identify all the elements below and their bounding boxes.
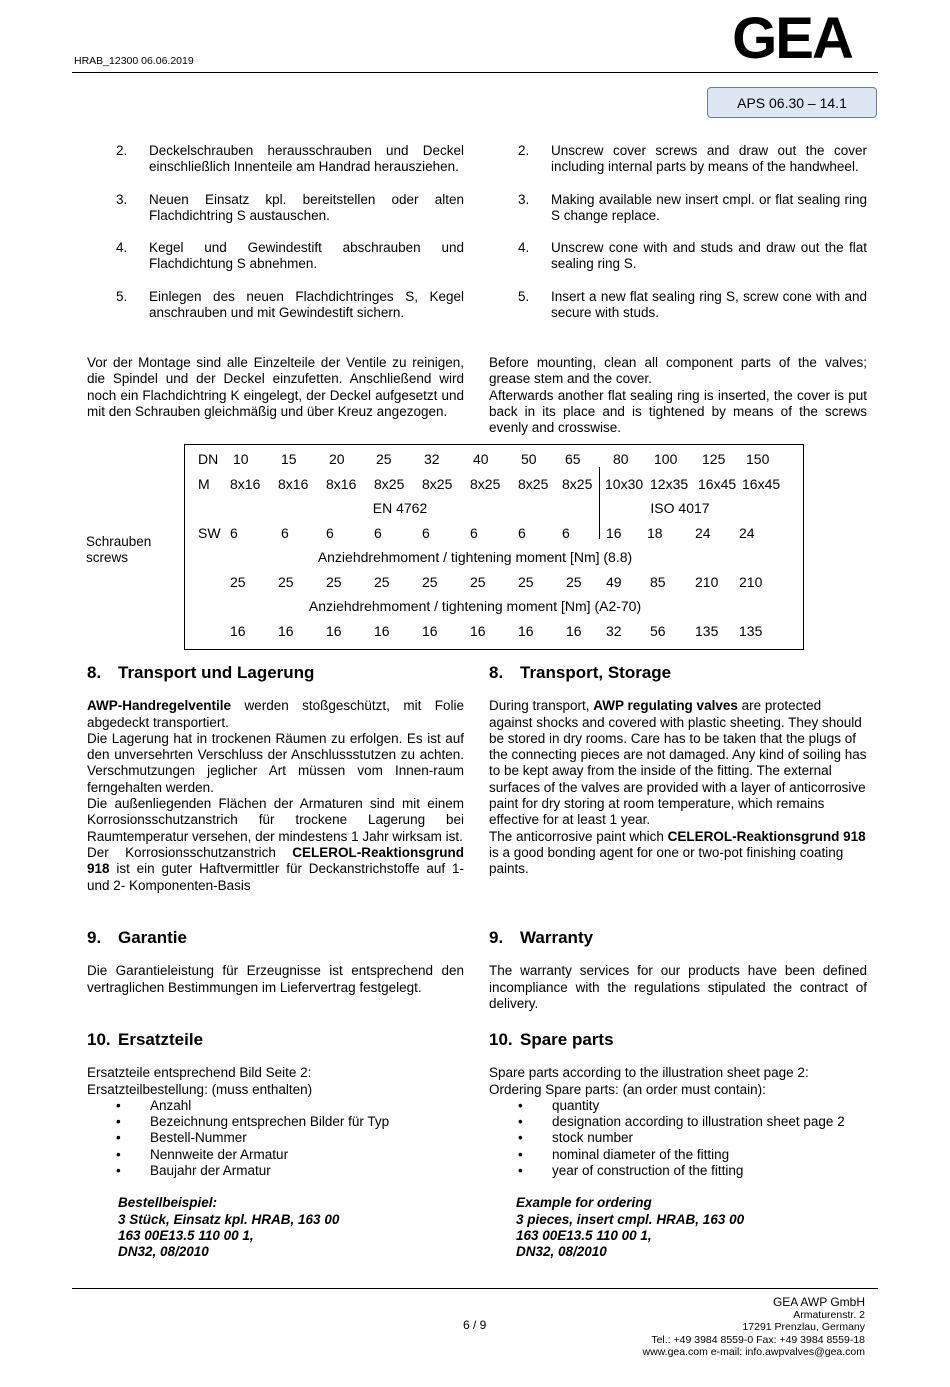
table-cell: 6 <box>470 525 478 541</box>
step-number: 3. <box>518 191 530 207</box>
step-text: Deckelschrauben herausschrauben und Deckel einschließlich Innenteile am Handrad herausziehen. <box>149 143 464 175</box>
step-item <box>489 143 867 176</box>
standard-iso-text: ISO 4017 <box>650 500 710 516</box>
standard-iso <box>605 500 755 520</box>
table-cell: 25 <box>326 574 342 590</box>
table-cell: 16 <box>230 623 246 639</box>
row-label: M <box>198 476 210 492</box>
dn-row <box>185 451 803 471</box>
table-cell: 6 <box>374 525 382 541</box>
section-8-en-heading: 8. Transport, Storage <box>489 663 672 682</box>
table-cell: 16 <box>278 623 294 639</box>
table-cell: 210 <box>739 574 763 590</box>
section-8-en-body: During transport, AWP regulating valves are protected against shocks and covered with plastic sheeting. They should be stored in dry rooms. Care has to be taken that the plugs of the connecting pieces are not damaged. Any kind of soiling has to be kept away from the inside of the fitting. The external surfaces of the valves are provided with a layer of anticorrosive paint for dry storing at room temperature, which remains effective for at least 1 year. The anticorrosive paint which CELEROL-Reaktionsgrund 918 is a good bonding agent for one or two-pot finishing coating paints. <box>489 698 867 877</box>
section-10-de <box>87 1032 464 1261</box>
section-8-de-body: AWP-Handregelventile werden stoßgeschützt, mit Folie abgedeckt transportiert. Die Lagerung hat in trockenen Räumen zu erfolgen. Es ist auf den unversehrten Verschluss der Anschlussstutzen zu achten. Verschmutzungen jeglicher Art müssen vom Innen-raum ferngehalten werden. Die außenliegenden Flächen der Armaturen sind mit einem Korrosionsschutzanstrich für trockene Lagerung bei Raumtemperatur versehen, der mindestens 1 Jahr wirksam ist. Der Korrosionsschutzanstrich CELEROL-Reaktionsgrund 918 ist ein guter Haftvermittler für Deckanstrichstoffe auf 1- und 2- Komponenten-Basis <box>87 698 464 893</box>
table-cell: 56 <box>650 623 666 639</box>
step-item <box>87 240 464 273</box>
table-cell: 20 <box>329 451 345 467</box>
sw-row <box>185 525 803 545</box>
step-number: 2. <box>518 143 530 158</box>
list-item-text: year of construction of the fitting <box>552 1163 744 1179</box>
step-text: Insert a new flat sealing ring S, screw cone with and secure with studs. <box>551 288 867 321</box>
table-cell: 16 <box>518 623 534 639</box>
screws-label-en: screws <box>86 550 129 566</box>
step-number: 2. <box>116 143 128 158</box>
section-10-de-heading: 10. Ersatzteile <box>87 1030 204 1049</box>
table-cell: 25 <box>566 574 582 590</box>
table-cell: 8x25 <box>422 476 453 492</box>
table-cell: 15 <box>281 451 297 467</box>
section-10-de-intro: Ersatzteile entsprechend Bild Seite 2: Ersatzteilbestellung: (muss enthalten) <box>87 1065 313 1097</box>
table-cell: 8x16 <box>278 476 309 492</box>
spare-parts-list-en <box>489 1098 867 1179</box>
list-item <box>87 1098 464 1114</box>
table-cell: 16 <box>470 623 486 639</box>
list-item-text: stock number <box>552 1130 634 1146</box>
table-cell: 8x25 <box>374 476 405 492</box>
order-example-de: Bestellbeispiel: 3 Stück, Einsatz kpl. HRAB, 163 00 163 00E13.5 110 00 1, DN32, 08/2010 <box>118 1195 340 1260</box>
order-example-en: Example for ordering 3 pieces, insert cmpl. HRAB, 163 00 163 00E13.5 110 00 1, DN32, 08/2010 <box>516 1195 745 1260</box>
step-text: Making available new insert cmpl. or flat sealing ring S change replace. <box>551 191 867 223</box>
table-cell: 150 <box>746 451 770 467</box>
table-cell: 24 <box>695 525 711 541</box>
mounting-text-de: Vor der Montage sind alle Einzelteile der Ventile zu reinigen, die Spindel und der Deckel einzufetten. Anschließend wird noch ein Flachdichtring K eingelegt, der Deckel aufgesetzt und mit den Schrauben gleichmäßig und über Kreuz angezogen. <box>87 355 464 419</box>
table-cell: 16 <box>606 525 622 541</box>
section-8-de <box>87 665 464 894</box>
table-cell: 6 <box>281 525 289 541</box>
steps-en <box>489 143 867 337</box>
row-label: DN <box>198 451 219 467</box>
list-item <box>489 1147 867 1163</box>
doc-code-box: APS 06.30 – 14.1 <box>707 87 877 118</box>
standard-en <box>315 500 485 520</box>
header-rule <box>72 72 878 73</box>
table-cell: 10x30 <box>605 476 644 492</box>
spare-parts-list-de <box>87 1098 464 1179</box>
footer-street: Armaturenstr. 2 <box>793 1308 865 1321</box>
list-item <box>87 1147 464 1163</box>
mounting-text-en <box>489 355 867 436</box>
table-cell: 24 <box>739 525 755 541</box>
section-9-de <box>87 930 464 996</box>
section-9-de-text: Die Garantieleistung für Erzeugnisse ist entsprechend den vertraglichen Bestimmungen im Liefervertrag festgelegt. <box>87 963 464 995</box>
list-item-text: quantity <box>552 1097 600 1113</box>
torque-a2-label-text: Anziehdrehmoment / tightening moment [Nm] (A2-70) <box>308 598 642 614</box>
step-number: 3. <box>116 191 128 207</box>
table-cell: 16x45 <box>742 476 781 492</box>
bullet-icon: • <box>116 1097 121 1113</box>
section-9-en <box>489 930 867 1012</box>
row-label: SW <box>198 525 221 541</box>
list-item <box>489 1114 867 1130</box>
table-cell: 8x16 <box>326 476 357 492</box>
table-cell: 6 <box>230 525 238 541</box>
step-number: 4. <box>116 240 128 256</box>
table-cell: 25 <box>376 451 392 467</box>
footer-rule <box>72 1288 878 1289</box>
screws-side-label <box>86 534 151 567</box>
step-number: 5. <box>116 288 128 304</box>
list-item-text: Anzahl <box>150 1097 192 1113</box>
table-cell: 12x35 <box>650 476 689 492</box>
bullet-icon: • <box>518 1146 523 1162</box>
standard-en-text: EN 4762 <box>372 500 428 516</box>
section-8-de-heading: 8. Transport und Lagerung <box>87 663 315 682</box>
table-cell: 100 <box>654 451 678 467</box>
torque-88-label-text: Anziehdrehmoment / tightening moment [Nm] (8.8) <box>317 549 633 565</box>
steps-de <box>87 143 464 337</box>
list-item-text: Bestell-Nummer <box>150 1130 247 1146</box>
bullet-icon: • <box>518 1114 523 1130</box>
footer-company: GEA AWP GmbH <box>772 1295 865 1309</box>
table-cell: 10 <box>233 451 249 467</box>
table-cell: 25 <box>518 574 534 590</box>
footer-phone: Tel.: +49 3984 8559-0 Fax: +49 3984 8559-18 <box>651 1333 865 1346</box>
section-9-de-heading: 9. Garantie <box>87 928 187 947</box>
section-10-en-heading: 10. Spare parts <box>489 1030 614 1049</box>
table-cell: 125 <box>702 451 726 467</box>
table-cell: 65 <box>565 451 581 467</box>
list-item-text: Bezeichnung entsprechen Bilder für Typ <box>150 1114 390 1130</box>
list-item <box>87 1114 464 1130</box>
step-item <box>489 192 867 225</box>
step-item <box>489 240 867 273</box>
table-cell: 32 <box>424 451 440 467</box>
table-cell: 16 <box>374 623 390 639</box>
bullet-icon: • <box>518 1097 523 1113</box>
bullet-icon: • <box>116 1146 121 1162</box>
list-item-text: designation according to illustration sheet page 2 <box>552 1114 845 1130</box>
torque-88-label <box>225 549 725 569</box>
table-cell: 25 <box>470 574 486 590</box>
list-item <box>489 1163 867 1179</box>
table-cell: 135 <box>739 623 763 639</box>
table-cell: 25 <box>422 574 438 590</box>
step-text: Unscrew cover screws and draw out the cover including internal parts by means of the handwheel. <box>551 143 867 175</box>
torque-a2-row <box>185 623 803 643</box>
table-cell: 6 <box>562 525 570 541</box>
bullet-icon: • <box>116 1163 121 1179</box>
step-number: 5. <box>518 288 530 304</box>
table-cell: 85 <box>650 574 666 590</box>
table-cell: 135 <box>695 623 719 639</box>
step-text: Unscrew cone with and studs and draw out the flat sealing ring S. <box>551 240 867 272</box>
table-cell: 50 <box>521 451 537 467</box>
section-9-en-heading: 9. Warranty <box>489 928 594 947</box>
step-item <box>489 289 867 322</box>
step-text: Einlegen des neuen Flachdichtringes S, Kegel anschrauben und mit Gewindestift sichern. <box>149 288 464 321</box>
step-text: Neuen Einsatz kpl. bereitstellen oder alten Flachdichtring S austauschen. <box>149 191 464 223</box>
table-cell: 18 <box>647 525 663 541</box>
table-cell: 8x25 <box>562 476 593 492</box>
table-cell: 8x25 <box>470 476 501 492</box>
table-cell: 25 <box>230 574 246 590</box>
mounting-text-en-1: Before mounting, clean all component parts of the valves; grease stem and the cover. <box>489 355 867 387</box>
table-cell: 25 <box>374 574 390 590</box>
gea-logo <box>712 12 872 64</box>
list-item <box>87 1130 464 1146</box>
bullet-icon: • <box>116 1114 121 1130</box>
list-item-text: Nennweite der Armatur <box>150 1146 289 1162</box>
table-cell: 16 <box>566 623 582 639</box>
list-item-text: Baujahr der Armatur <box>150 1163 271 1179</box>
step-item <box>87 289 464 322</box>
step-item <box>87 143 464 176</box>
table-cell: 8x25 <box>518 476 549 492</box>
bullet-icon: • <box>518 1163 523 1179</box>
footer-address <box>643 1296 866 1359</box>
table-cell: 40 <box>473 451 489 467</box>
list-item <box>87 1163 464 1179</box>
table-cell: 6 <box>326 525 334 541</box>
section-10-en-intro: Spare parts according to the illustration sheet page 2: Ordering Spare parts: (an order must contain): <box>489 1065 809 1097</box>
section-8-en <box>489 665 867 878</box>
screw-table <box>184 444 804 650</box>
bullet-icon: • <box>116 1130 121 1146</box>
table-cell: 25 <box>278 574 294 590</box>
list-item <box>489 1130 867 1146</box>
mounting-text-en-2: Afterwards another flat sealing ring is inserted, the cover is put back in its place and is tightened by means of the screws evenly and crosswise. <box>489 387 867 436</box>
table-cell: 16x45 <box>698 476 737 492</box>
table-cell: 6 <box>422 525 430 541</box>
screws-label-de: Schrauben <box>86 534 152 549</box>
step-item <box>87 192 464 225</box>
table-cell: 49 <box>606 574 622 590</box>
section-10-en <box>489 1032 867 1261</box>
table-cell: 210 <box>695 574 719 590</box>
step-text: Kegel und Gewindestift abschrauben und Flachdichtung S abnehmen. <box>149 240 464 272</box>
document-id: HRAB_12300 06.06.2019 <box>74 55 194 67</box>
list-item <box>489 1098 867 1114</box>
table-cell: 6 <box>518 525 526 541</box>
footer-city: 17291 Prenzlau, Germany <box>742 1321 865 1333</box>
table-cell: 16 <box>422 623 438 639</box>
step-number: 4. <box>518 240 530 256</box>
table-cell: 16 <box>326 623 342 639</box>
table-cell: 8x16 <box>230 476 261 492</box>
table-cell: 80 <box>613 451 629 467</box>
footer-web: www.gea.com e-mail: info.awpvalves@gea.com <box>642 1346 865 1358</box>
m-row <box>185 476 803 496</box>
table-cell: 32 <box>606 623 622 639</box>
section-9-en-text: The warranty services for our products have been defined incompliance with the regulations stipulated the contract of delivery. <box>489 963 867 1011</box>
page-number: 6 / 9 <box>463 1318 487 1332</box>
list-item-text: nominal diameter of the fitting <box>552 1146 730 1162</box>
torque-88-row <box>185 574 803 594</box>
svg-text:GEA: GEA <box>732 12 852 64</box>
torque-a2-label <box>225 598 725 618</box>
bullet-icon: • <box>518 1130 523 1146</box>
